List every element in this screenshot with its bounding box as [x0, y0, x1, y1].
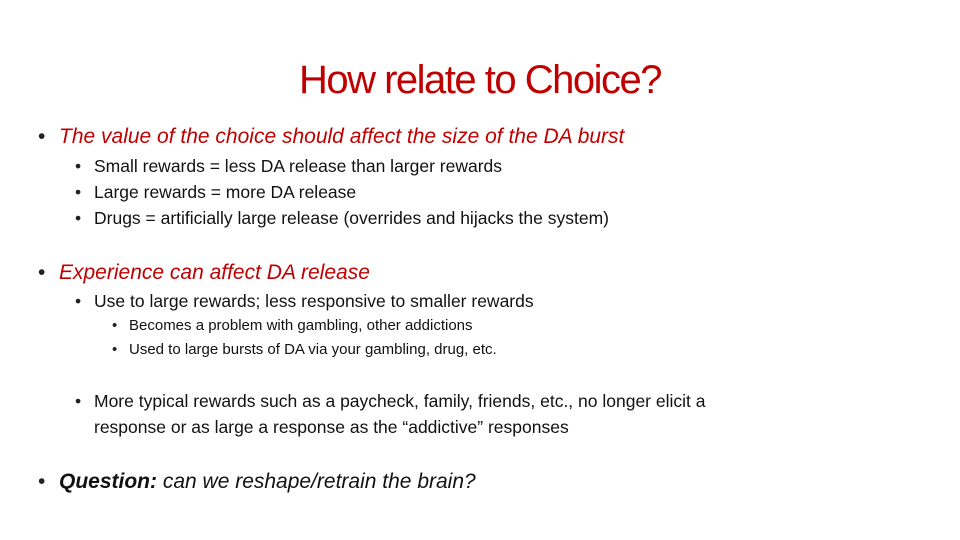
bullet-1-text: The value of the choice should affect the size of the DA burst — [59, 125, 625, 148]
question-text: can we reshape/retrain the brain? — [157, 470, 476, 493]
bullet-dot: • — [75, 291, 82, 311]
bullet-dot: • — [75, 182, 82, 202]
sub-bullet-text: Drugs = artificially large release (overrides and hijacks the system) — [94, 208, 609, 228]
sub-bullet-text: Small rewards = less DA release than larger rewards — [94, 156, 503, 176]
sub-bullet-text: Large rewards = more DA release — [94, 182, 357, 202]
bullet-2-text: Experience can affect DA release — [59, 261, 370, 284]
sub-bullet-text-line-1: More typical rewards such as a paycheck, family, friends, etc., no longer elicit a — [94, 391, 706, 411]
bullet-2-sub-2-continued — [94, 415, 569, 439]
question-label: Question: — [59, 470, 157, 493]
bullet-dot: • — [38, 125, 46, 148]
bullet-dot: • — [75, 391, 82, 411]
sub-bullet-text: Use to large rewards; less responsive to smaller rewards — [94, 291, 534, 311]
bullet-dot: • — [75, 156, 82, 176]
sub-bullet-text-line-2: response or as large a response as the “addictive” responses — [94, 417, 569, 437]
slide-title: How relate to Choice? — [298, 58, 662, 102]
sub-sub-bullet-text: Used to large bursts of DA via your gambling, drug, etc. — [129, 341, 497, 358]
sub-sub-bullet-text: Becomes a problem with gambling, other addictions — [129, 317, 473, 334]
bullet-dot: • — [112, 341, 118, 358]
bullet-dot: • — [75, 208, 82, 228]
bullet-dot: • — [112, 317, 118, 334]
bullet-3-text — [59, 469, 476, 495]
bullet-dot: • — [38, 261, 46, 284]
bullet-dot: • — [38, 470, 46, 493]
